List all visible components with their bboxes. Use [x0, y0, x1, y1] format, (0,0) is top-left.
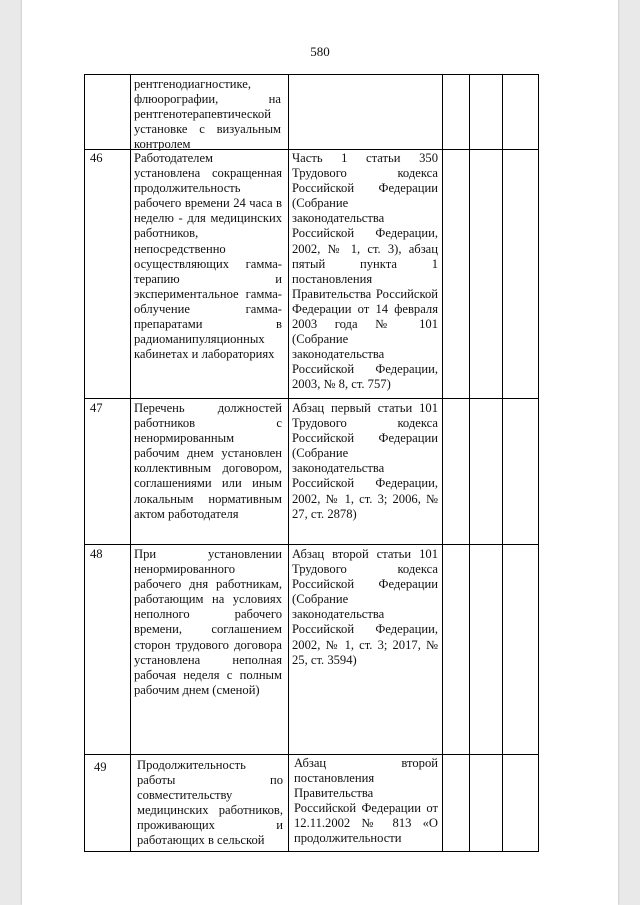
requirement-cell: При установлении ненормированного рабочего дня работникам, работающим на условиях неполного рабочего времени, соглашением сторон трудового договора установлена неполная рабочая неделя с полным рабочим днем (сменой)	[134, 547, 282, 697]
requirement-cell: Перечень должностей работников с ненормированным рабочим днем установлен коллективным договором, соглашениями или иным локальным нормативным актом работодателя	[134, 401, 282, 521]
column-divider	[469, 74, 470, 852]
reference-cell: Абзац второй постановления Правительства Российской Федерации от 12.11.2002 № 813 «О продолжительности	[294, 756, 438, 846]
table-border-right	[538, 74, 539, 852]
row-number: 49	[94, 760, 107, 774]
column-divider	[130, 74, 131, 852]
reference-cell: Абзац второй статьи 101 Трудового кодекса Российской Федерации (Собрание законодательства Российской Федерации, 2002, № 1, ст. 3; 2017, № 25, ст. 3594)	[292, 547, 438, 667]
column-divider	[288, 74, 289, 852]
row-number: 47	[90, 401, 103, 415]
requirement-cell: Продолжительность работы по совместительству медицинских работников, проживающих и работающих в сельской	[137, 758, 283, 848]
table-border-bottom	[84, 851, 539, 852]
column-divider	[502, 74, 503, 852]
table-border-left	[84, 74, 85, 852]
table-border-top	[84, 74, 539, 75]
reference-cell: Абзац первый статьи 101 Трудового кодекса Российской Федерации (Собрание законодательства Российской Федерации, 2002, № 1, ст. 3; 2006, № 27, ст. 2878)	[292, 401, 438, 521]
requirement-cell: рентгенодиагностике, флюорографии, на рентгенотерапевтической установке с визуальным контролем	[134, 77, 281, 152]
document-page	[22, 0, 618, 905]
requirement-cell: Работодателем установлена сокращенная продолжительность рабочего времени 24 часа в неделю - для медицинских работников, непосредственно осуществляющих гамма-терапию и экспериментальное гамма-облучение гамма-препаратами в радиоманипуляционных кабинетах и лабораториях	[134, 151, 282, 362]
row-number: 46	[90, 151, 103, 165]
row-divider	[84, 544, 539, 545]
reference-cell: Часть 1 статьи 350 Трудового кодекса Российской Федерации (Собрание законодательства Российской Федерации, 2002, № 1, ст. 3), абзац пятый пункта 1 постановления Правительства Российской Федерации от 14 февраля 2003 года № 101 (Собрание законодательства Российской Федерации, 2003, № 8, ст. 757)	[292, 151, 438, 392]
row-divider	[84, 754, 539, 755]
row-divider	[84, 398, 539, 399]
column-divider	[442, 74, 443, 852]
row-number: 48	[90, 547, 103, 561]
page-number: 580	[310, 44, 330, 59]
